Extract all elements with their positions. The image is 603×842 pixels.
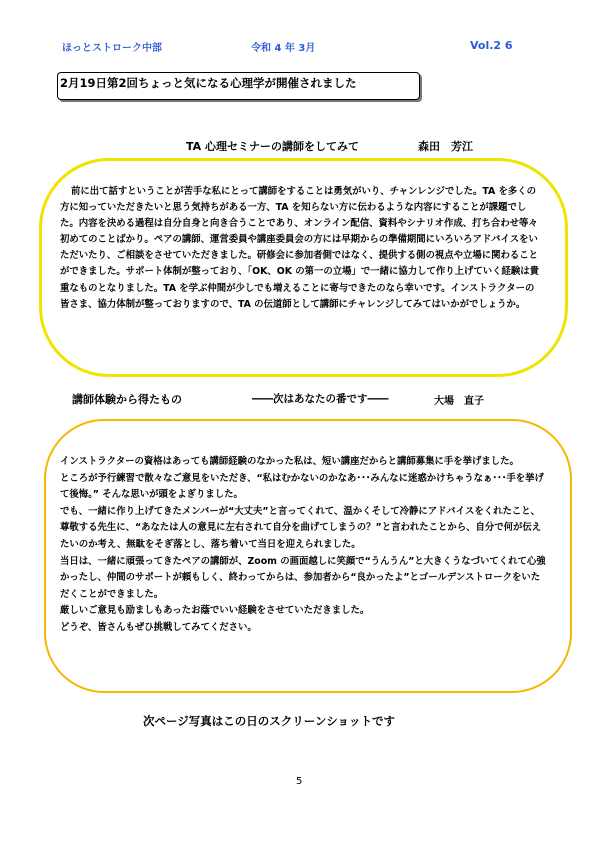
section2-paragraph: でも、一緒に作り上げてきたメンバーが“大丈夫”と言ってくれて、温かくそして冷静にアドバイスをくれたこと、尊敬する先生に、“あなたは人の意見に左右されて自分を曲げてしまうの？”と言われたことから、自分で何が伝えたいのか考え、無駄をそぎ落とし、落ち着いて当日を迎えられました。 (60, 505, 542, 550)
section2-paragraph: 当日は、一緒に頑張ってきたペアの講師が、Zoom の画面越しに笑顔で“うんうん”と大きくうなづいてくれて心強かったし、仲間のサポートが頼もしく、終わってからは、参加者から“良かったよ”とゴールデンストロークをいただくことができました。 (60, 555, 546, 600)
section1-title: TA 心理セミナーの講師をしてみて (186, 140, 359, 153)
section2-paragraph: どうぞ、皆さんもぜひ挑戦してみてください。 (60, 621, 257, 633)
newsletter-name: ほっとストローク中部 (62, 43, 162, 54)
section2-paragraph: インストラクターの資格はあっても講師経験のなかった私は、短い講座だからと講師募集に手を挙げました。 (60, 456, 519, 467)
section1-author: 森田 芳江 (418, 140, 473, 153)
section2-subtitle: ――次はあなたの番です―― (252, 393, 389, 405)
issue-date: 令和 4 年 3月 (251, 43, 316, 54)
section1-body: 前に出て話すということが苦手な私にとって講師をすることは勇気がいり、チャンレンジでした。TA を多くの方に知っていただきたいと思う気持ちがある一方、TA を知らない方に伝わるような内容にすることが課題でした。内容を決める過程は自分自身と向き合うことであり、オンライン配信、資料やシナリオ作成、打ち合わせ等々初めてのことばかり。ペアの講師、運営委員や講座委員会の方には早期からの準備期間にいろいろアドバイスをいただいたり、ご相談をさせていただきました。研修会に参加者側ではなく、提供する側の視点や立場に関わることができました。サポート体制が整っており、「OK、OK の第一の立場」で一緒に協力して作り上げていく経験は貴重なものとなりました。TA を学ぶ仲間が少しでも増えることに寄与できたのなら幸いです。インストラクターの皆さま、協力体制が整っておりますので、TA の伝道師として講師にチャレンジしてみてはいかがでしょうか。 (60, 186, 540, 310)
next-page-note: 次ページ写真はこの日のスクリーンショットです (143, 714, 396, 728)
section2-body (60, 454, 548, 637)
section2-title: 講師体験から得たもの (72, 393, 182, 406)
section2-paragraph: ところが予行練習で散々なご意見をいただき、“私はむかないのかなあ･･･みんなに迷惑かけちゃうなぁ･･･手を挙げて後悔。” そんな思いが頭をよぎりました。 (60, 472, 544, 501)
section2-author: 大場 直子 (434, 396, 484, 407)
announcement-text: 2月19日第2回ちょっと気になる心理学が開催されました (60, 76, 357, 90)
page-number: 5 (296, 776, 303, 787)
issue-volume: Vol.2 6 (470, 39, 513, 52)
section2-paragraph: 厳しいご意見も励ましもあったお蔭でいい経験をさせていただきました。 (60, 605, 370, 617)
